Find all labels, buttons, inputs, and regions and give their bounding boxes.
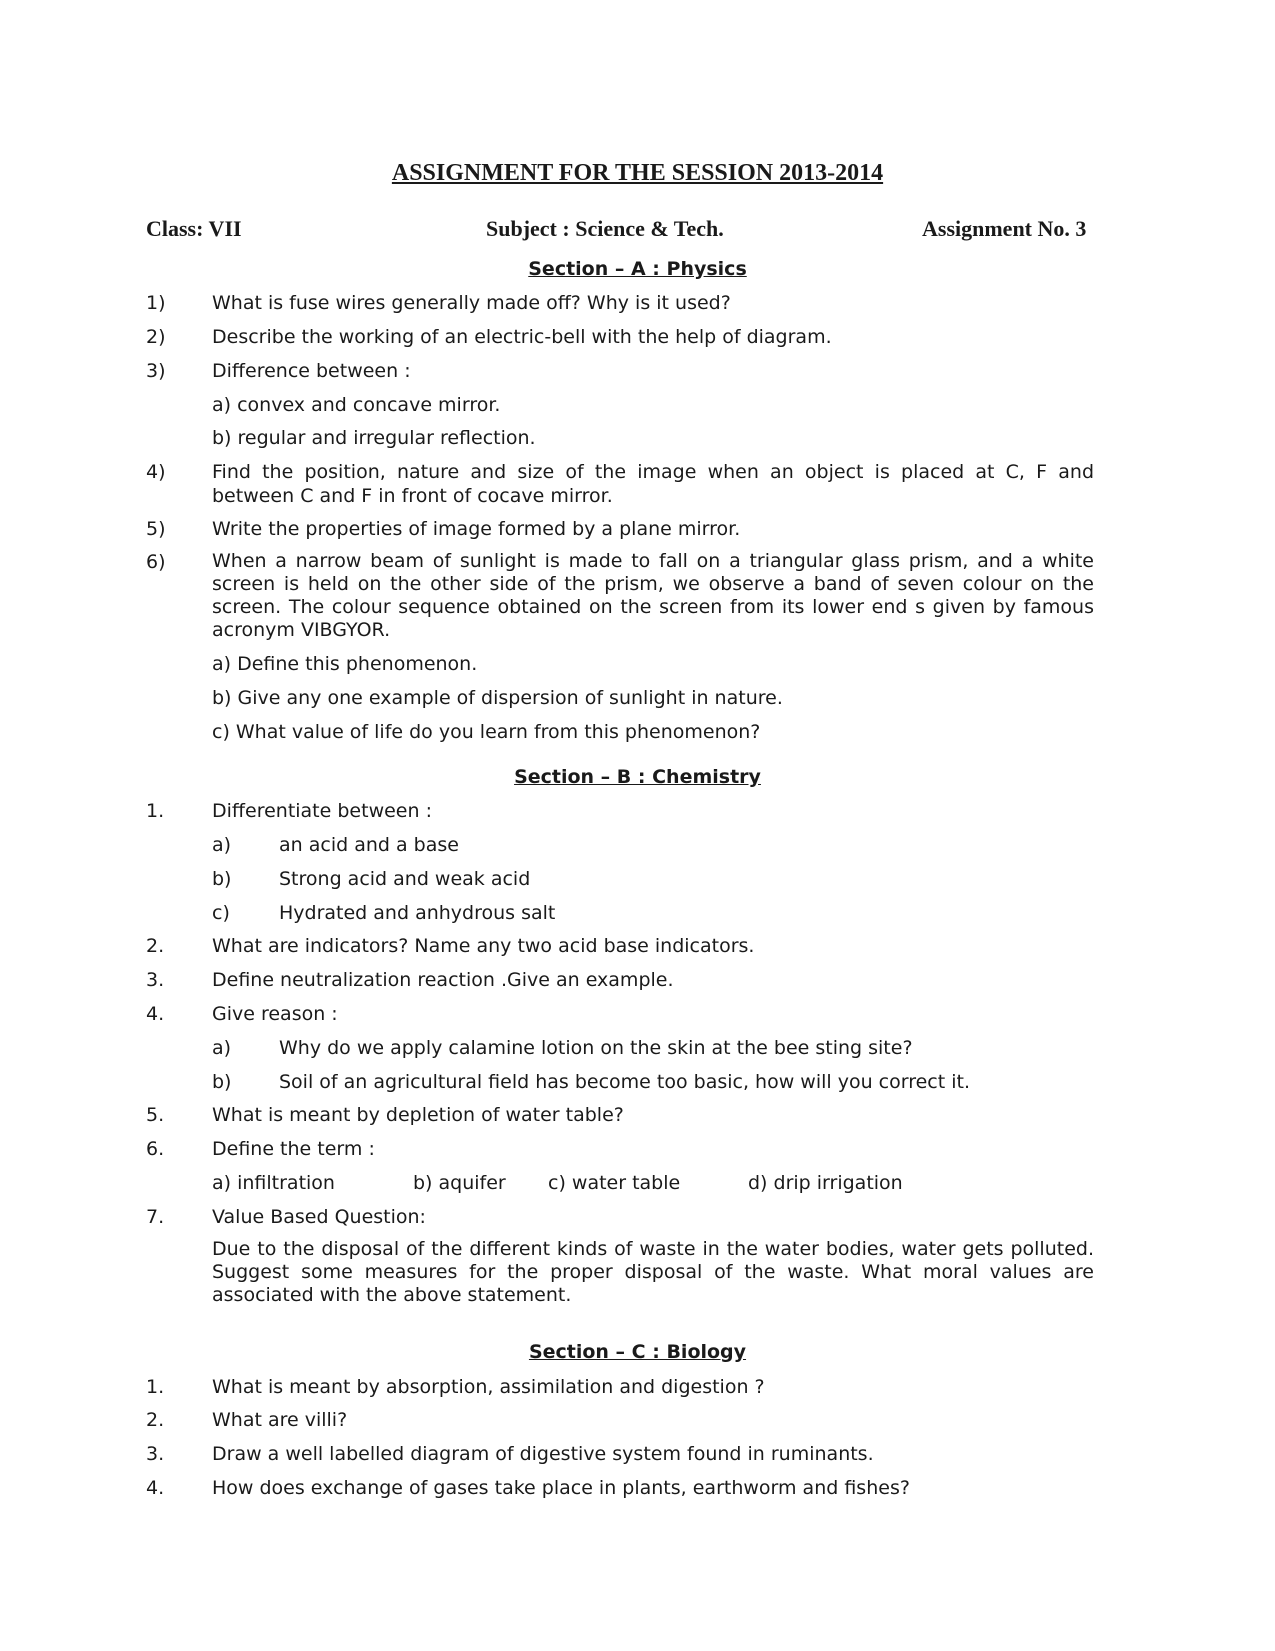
question-text: Describe the working of an electric-bell with the help of diagram. [212,326,832,348]
question-text: Write the properties of image formed by a plane mirror. [212,518,741,540]
question-number: 4. [146,1003,165,1025]
question-text: What are villi? [212,1409,348,1431]
section-chemistry-heading: Section – B : Chemistry [514,766,761,788]
sub-question: a) Define this phenomenon. [212,653,478,675]
question-text: What is meant by depletion of water table? [212,1104,624,1126]
term-item: b) aquifer [413,1172,506,1194]
question-number: 4) [146,461,166,483]
sub-question: b) regular and irregular reflection. [212,427,536,449]
question-text: How does exchange of gases take place in plants, earthworm and fishes? [212,1477,910,1499]
question-text: Draw a well labelled diagram of digestive system found in ruminants. [212,1443,874,1465]
sub-question-label: a) [212,834,232,856]
sub-question: Soil of an agricultural field has become too basic, how will you correct it. [279,1071,970,1093]
value-based-paragraph: Due to the disposal of the different kinds of waste in the water bodies, water gets polluted. Suggest some measures for the proper disposal of the waste. What moral values are associated with the above statement. [212,1238,1094,1306]
question-number: 6) [146,551,166,573]
question-number: 3. [146,969,165,991]
sub-question-label: a) [212,1037,232,1059]
question-number: 7. [146,1206,165,1228]
sub-question: a) convex and concave mirror. [212,394,501,416]
question-number: 3. [146,1443,165,1465]
question-text: What is meant by absorption, assimilation and digestion ? [212,1376,765,1398]
question-number: 2. [146,935,165,957]
question-number: 2. [146,1409,165,1431]
section-biology-heading: Section – C : Biology [528,1341,747,1363]
question-number: 5. [146,1104,165,1126]
question-number: 1. [146,1376,165,1398]
page-title: ASSIGNMENT FOR THE SESSION 2013-2014 [391,160,884,186]
question-number: 4. [146,1477,165,1499]
question-text: What are indicators? Name any two acid base indicators. [212,935,755,957]
question-number: 3) [146,360,166,382]
term-item: a) infiltration [212,1172,335,1194]
sub-question-label: b) [212,868,232,890]
section-physics-heading: Section – A : Physics [528,258,747,280]
subject-label: Subject : Science & Tech. [486,216,724,241]
sub-question: b) Give any one example of dispersion of sunlight in nature. [212,687,783,709]
sub-question: Strong acid and weak acid [279,868,531,890]
question-number: 2) [146,326,166,348]
question-number: 1) [146,292,166,314]
question-text: Difference between : [212,360,411,382]
question-text: Differentiate between : [212,800,432,822]
assignment-number-label: Assignment No. 3 [922,216,1087,241]
question-text: Find the position, nature and size of the image when an object is placed at C, F and between C and F in front of cocave mirror. [212,461,1094,507]
class-label: Class: VII [146,216,242,241]
sub-question: an acid and a base [279,834,459,856]
question-text: Define neutralization reaction .Give an example. [212,969,674,991]
question-number: 5) [146,518,166,540]
sub-question: c) What value of life do you learn from this phenomenon? [212,721,761,743]
question-text: Value Based Question: [212,1206,426,1228]
question-number: 6. [146,1138,165,1160]
sub-question: Hydrated and anhydrous salt [279,902,556,924]
question-text: Define the term : [212,1138,375,1160]
question-text: What is fuse wires generally made off? Why is it used? [212,292,731,314]
term-item: d) drip irrigation [748,1172,903,1194]
question-text: Give reason : [212,1003,338,1025]
question-text: When a narrow beam of sunlight is made to fall on a triangular glass prism, and a white screen is held on the other side of the prism, we observe a band of seven colour on the screen. The colour sequence obtained on the screen from its lower end s given by famous acronym VIBGYOR. [212,550,1094,641]
term-item: c) water table [548,1172,681,1194]
question-number: 1. [146,800,165,822]
sub-question: Why do we apply calamine lotion on the skin at the bee sting site? [279,1037,913,1059]
sub-question-label: c) [212,902,230,924]
sub-question-label: b) [212,1071,232,1093]
